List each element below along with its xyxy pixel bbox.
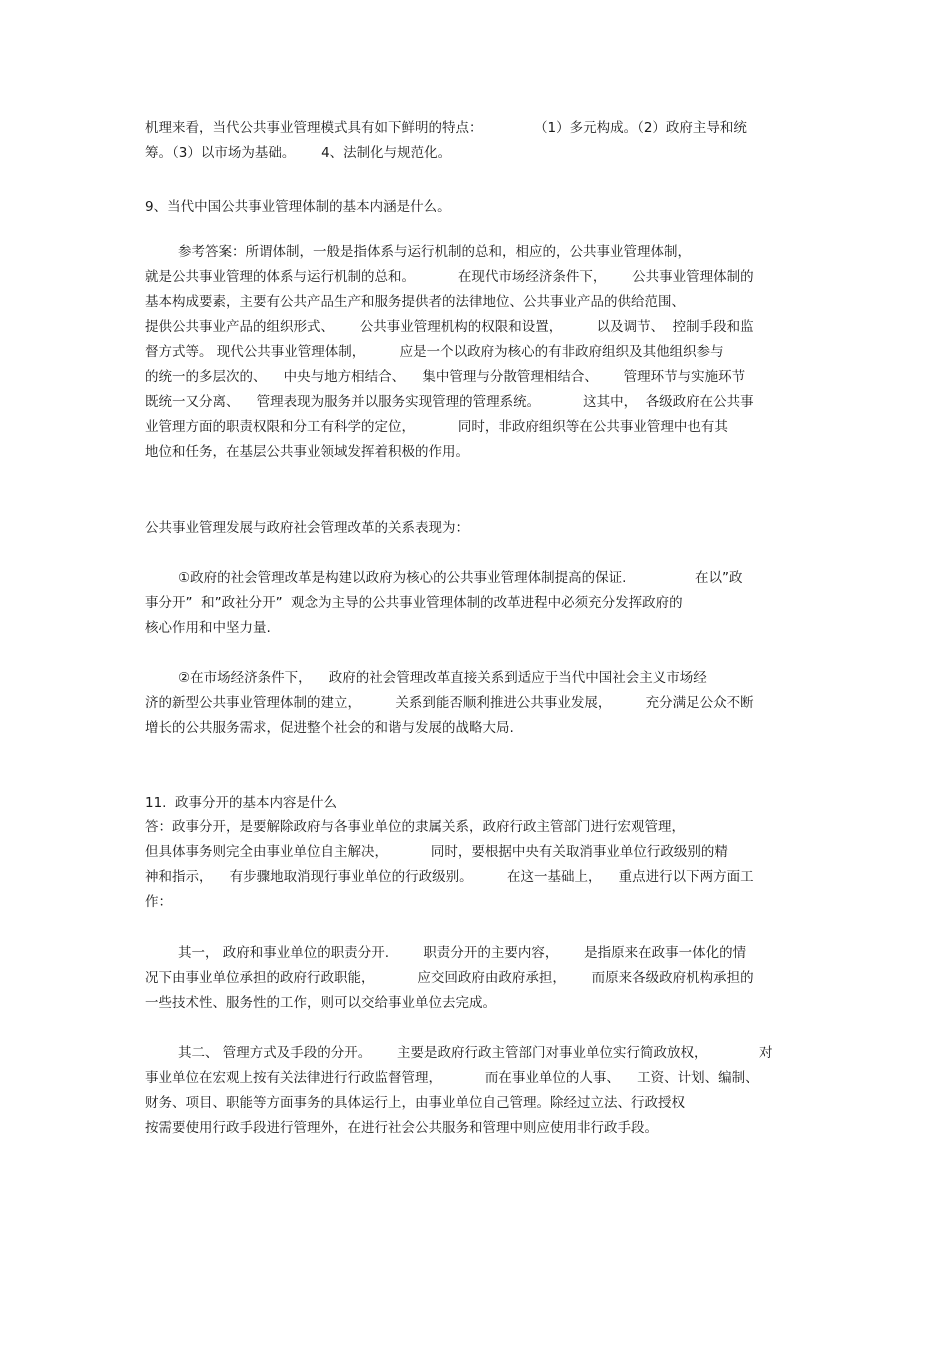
relation-1-line-2: 事分开” 和”政社分开” 观念为主导的公共事业管理体制的改革进程中必须充分发挥政府的 (145, 595, 683, 611)
relation-1-line-3: 核心作用和中坚力量. (145, 620, 271, 636)
relation-2-line-3: 增长的公共服务需求，促进整个社会的和谐与发展的战略大局. (145, 720, 514, 736)
relation-title: 公共事业管理发展与政府社会管理改革的关系表现为： (145, 520, 469, 536)
q11-part2-line-2: 事业单位在宏观上按有关法律进行行政监督管理， 而在事业单位的人事、 工资、计划、编制、 (145, 1070, 759, 1086)
q11-part2-line-3: 财务、项目、职能等方面事务的具体运行上，由事业单位自己管理。除经过立法、行政授权 (145, 1095, 685, 1111)
q9-answer-line-3: 基本构成要素，主要有公共产品生产和服务提供者的法律地位、公共事业产品的供给范围、 (145, 294, 685, 310)
q9-answer-line-9: 地位和任务，在基层公共事业领域发挥着积极的作用。 (145, 444, 469, 460)
relation-2-line-2: 济的新型公共事业管理体制的建立， 关系到能否顺利推进公共事业发展， 充分满足公众不断 (145, 695, 754, 711)
q11-answer-line-1: 答：政事分开，是要解除政府与各事业单位的隶属关系，政府行政主管部门进行宏观管理， (145, 819, 685, 835)
q9-answer-line-5: 督方式等。 现代公共事业管理体制， 应是一个以政府为核心的有非政府组织及其他组织参与 (145, 344, 724, 360)
q11-part2-line-4: 按需要使用行政手段进行管理外，在进行社会公共服务和管理中则应使用非行政手段。 (145, 1120, 658, 1136)
q11-part2-line-1: 其二、 管理方式及手段的分开。 主要是政府行政主管部门对事业单位实行简政放权， 对 (178, 1045, 773, 1061)
q9-answer-line-1: 参考答案：所谓体制，一般是指体系与运行机制的总和，相应的，公共事业管理体制， (178, 244, 691, 260)
q11-answer-line-2: 但具体事务则完全由事业单位自主解决， 同时，要根据中央有关取消事业单位行政级别的精 (145, 844, 728, 860)
intro-line-2: 筹。（3）以市场为基础。 4、法制化与规范化。 (145, 145, 452, 161)
q9-answer-line-2: 就是公共事业管理的体系与运行机制的总和。 在现代市场经济条件下， 公共事业管理体制的 (145, 269, 754, 285)
q11-part1-line-2: 况下由事业单位承担的政府行政职能， 应交回政府由政府承担， 而原来各级政府机构承担的 (145, 970, 754, 986)
intro-line-1: 机理来看，当代公共事业管理模式具有如下鲜明的特点： （1）多元构成。（2）政府主导和统 (145, 120, 747, 136)
question-11-title: 11. 政事分开的基本内容是什么 (145, 795, 338, 811)
q11-answer-line-3: 神和指示， 有步骤地取消现行事业单位的行政级别。 在这一基础上， 重点进行以下两方面工 (145, 869, 754, 885)
q9-answer-line-7: 既统一又分离、 管理表现为服务并以服务实现管理的管理系统。 这其中， 各级政府在公共事 (145, 394, 754, 410)
relation-2-line-1: ②在市场经济条件下， 政府的社会管理改革直接关系到适应于当代中国社会主义市场经 (178, 670, 707, 686)
q11-part1-line-1: 其一， 政府和事业单位的职责分开. 职责分开的主要内容， 是指原来在政事一体化的情 (178, 945, 747, 961)
q9-answer-line-8: 业管理方面的职责权限和分工有科学的定位， 同时，非政府组织等在公共事业管理中也有其 (145, 419, 728, 435)
q11-part1-line-3: 一些技术性、服务性的工作，则可以交给事业单位去完成。 (145, 995, 496, 1011)
q9-answer-line-6: 的统一的多层次的、 中央与地方相结合、 集中管理与分散管理相结合、 管理环节与实施环节 (145, 369, 746, 385)
question-9-title: 9、当代中国公共事业管理体制的基本内涵是什么。 (145, 199, 451, 215)
q9-answer-line-4: 提供公共事业产品的组织形式、 公共事业管理机构的权限和设置， 以及调节、 控制手段和监 (145, 319, 754, 335)
relation-1-line-1: ①政府的社会管理改革是构建以政府为核心的公共事业管理体制提高的保证. 在以”政 (178, 570, 743, 586)
q11-answer-line-4: 作： (145, 894, 172, 910)
